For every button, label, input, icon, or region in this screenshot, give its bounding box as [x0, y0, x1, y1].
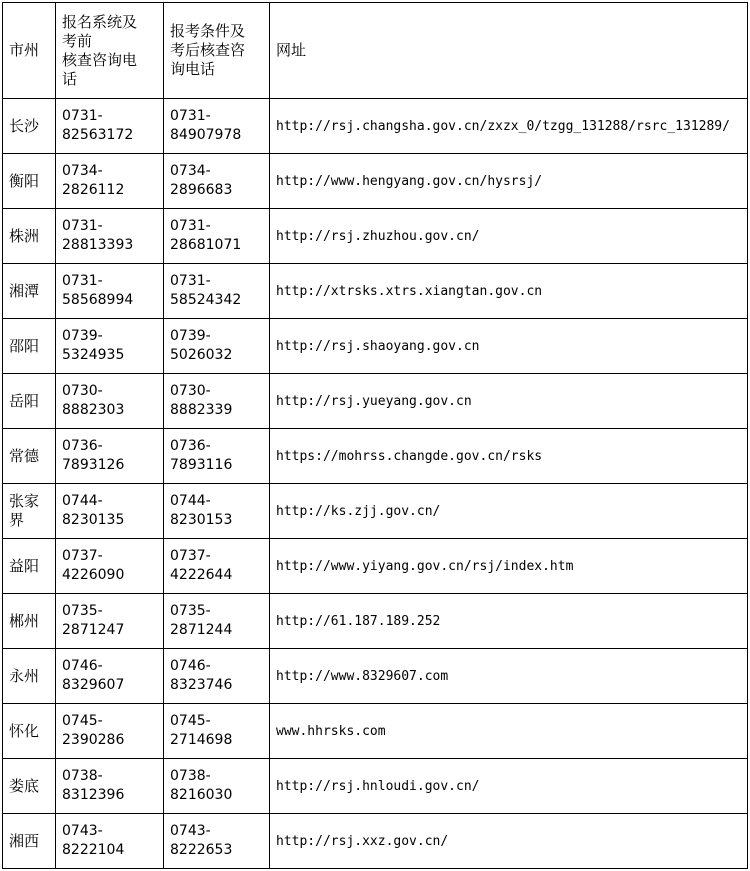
- header-condition-phone: 报考条件及 考后核查咨 询电话: [164, 3, 270, 99]
- condition-phone-cell: 0746- 8323746: [164, 649, 270, 704]
- city-cell: 郴州: [3, 594, 56, 649]
- registration-phone-cell: 0744- 8230135: [56, 484, 164, 539]
- registration-phone-cell: 0734- 2826112: [56, 154, 164, 209]
- table-row: [3, 649, 748, 704]
- city-cell: 娄底: [3, 759, 56, 814]
- condition-phone-cell: 0730- 8882339: [164, 374, 270, 429]
- website-link[interactable]: http://ks.zjj.gov.cn/: [270, 484, 748, 539]
- table-row: [3, 319, 748, 374]
- city-cell: 株洲: [3, 209, 56, 264]
- table-row: [3, 704, 748, 759]
- registration-phone-cell: 0731- 28813393: [56, 209, 164, 264]
- table-row: [3, 264, 748, 319]
- condition-phone-cell: 0731- 28681071: [164, 209, 270, 264]
- table-row: [3, 759, 748, 814]
- website-link[interactable]: http://61.187.189.252: [270, 594, 748, 649]
- header-row: [3, 3, 748, 99]
- website-link[interactable]: http://www.hengyang.gov.cn/hysrsj/: [270, 154, 748, 209]
- website-link[interactable]: http://rsj.zhuzhou.gov.cn/: [270, 209, 748, 264]
- website-link[interactable]: http://rsj.hnloudi.gov.cn/: [270, 759, 748, 814]
- table-row: [3, 814, 748, 869]
- condition-phone-cell: 0736- 7893116: [164, 429, 270, 484]
- city-cell: 岳阳: [3, 374, 56, 429]
- website-link[interactable]: http://rsj.xxz.gov.cn/: [270, 814, 748, 869]
- header-website: 网址: [270, 3, 748, 99]
- registration-phone-cell: 0731- 82563172: [56, 99, 164, 154]
- contact-table: [2, 2, 748, 869]
- website-link[interactable]: http://www.yiyang.gov.cn/rsj/index.htm: [270, 539, 748, 594]
- table-row: [3, 374, 748, 429]
- registration-phone-cell: 0730- 8882303: [56, 374, 164, 429]
- condition-phone-cell: 0745- 2714698: [164, 704, 270, 759]
- table-row: [3, 99, 748, 154]
- city-cell: 永州: [3, 649, 56, 704]
- header-registration-phone: 报名系统及 考前 核查咨询电 话: [56, 3, 164, 99]
- city-cell: 湘西: [3, 814, 56, 869]
- table-row: [3, 209, 748, 264]
- city-cell: 湘潭: [3, 264, 56, 319]
- condition-phone-cell: 0744- 8230153: [164, 484, 270, 539]
- website-link[interactable]: http://rsj.changsha.gov.cn/zxzx_0/tzgg_131288/rsrc_131289/: [270, 99, 748, 154]
- website-link[interactable]: http://rsj.shaoyang.gov.cn: [270, 319, 748, 374]
- registration-phone-cell: 0738- 8312396: [56, 759, 164, 814]
- table-row: [3, 594, 748, 649]
- registration-phone-cell: 0739- 5324935: [56, 319, 164, 374]
- website-link[interactable]: http://xtrsks.xtrs.xiangtan.gov.cn: [270, 264, 748, 319]
- website-link[interactable]: http://www.8329607.com: [270, 649, 748, 704]
- city-cell: 长沙: [3, 99, 56, 154]
- registration-phone-cell: 0731- 58568994: [56, 264, 164, 319]
- condition-phone-cell: 0735- 2871244: [164, 594, 270, 649]
- registration-phone-cell: 0743- 8222104: [56, 814, 164, 869]
- table-row: [3, 429, 748, 484]
- condition-phone-cell: 0731- 58524342: [164, 264, 270, 319]
- condition-phone-cell: 0743- 8222653: [164, 814, 270, 869]
- registration-phone-cell: 0735- 2871247: [56, 594, 164, 649]
- registration-phone-cell: 0737- 4226090: [56, 539, 164, 594]
- condition-phone-cell: 0738- 8216030: [164, 759, 270, 814]
- header-city: 市州: [3, 3, 56, 99]
- city-cell: 常德: [3, 429, 56, 484]
- city-cell: 邵阳: [3, 319, 56, 374]
- table-row: [3, 484, 748, 539]
- registration-phone-cell: 0745- 2390286: [56, 704, 164, 759]
- table-row: [3, 154, 748, 209]
- city-cell: 怀化: [3, 704, 56, 759]
- city-cell: 益阳: [3, 539, 56, 594]
- website-link[interactable]: https://mohrss.changde.gov.cn/rsks: [270, 429, 748, 484]
- website-link[interactable]: www.hhrsks.com: [270, 704, 748, 759]
- condition-phone-cell: 0739- 5026032: [164, 319, 270, 374]
- city-cell: 张家界: [3, 484, 56, 539]
- table-row: [3, 539, 748, 594]
- city-cell: 衡阳: [3, 154, 56, 209]
- registration-phone-cell: 0736- 7893126: [56, 429, 164, 484]
- condition-phone-cell: 0737- 4222644: [164, 539, 270, 594]
- condition-phone-cell: 0731- 84907978: [164, 99, 270, 154]
- condition-phone-cell: 0734- 2896683: [164, 154, 270, 209]
- website-link[interactable]: http://rsj.yueyang.gov.cn: [270, 374, 748, 429]
- registration-phone-cell: 0746- 8329607: [56, 649, 164, 704]
- table-body: [3, 99, 748, 869]
